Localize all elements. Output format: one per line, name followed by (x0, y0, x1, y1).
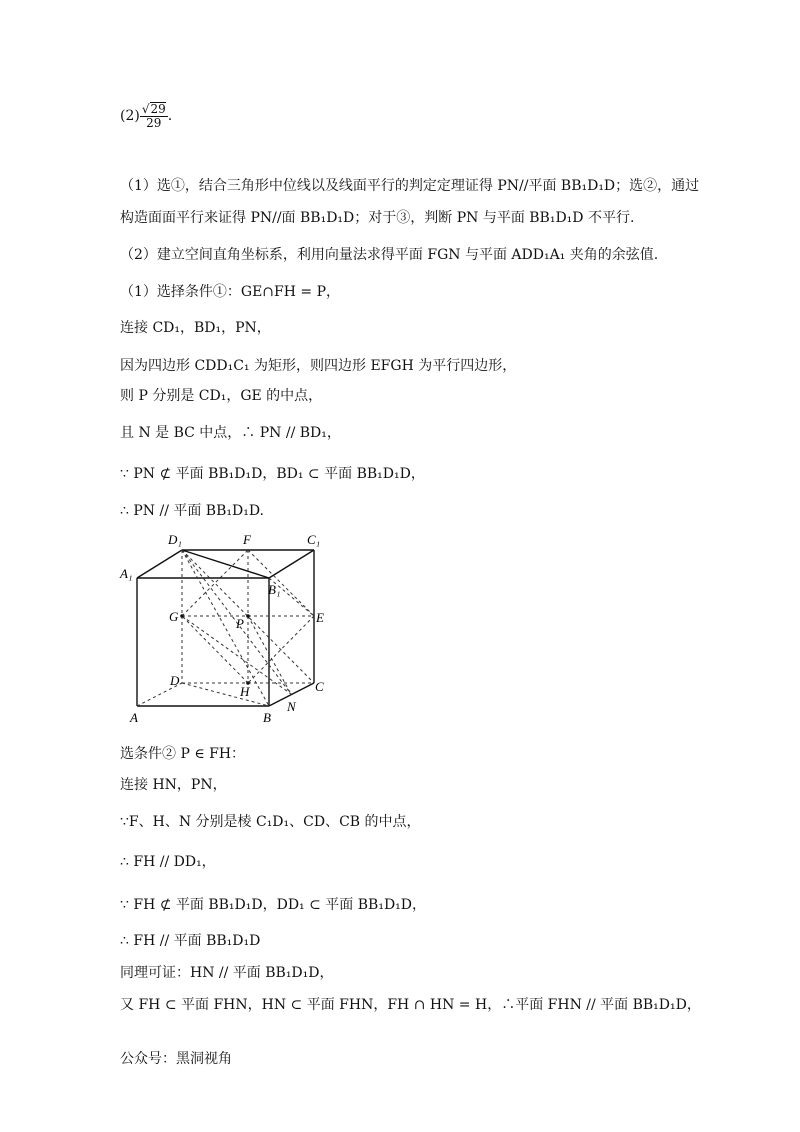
solution-line-2: 连接 CD₁，BD₁，PN， (120, 320, 271, 336)
label-B: B (263, 710, 271, 725)
analysis-p2: （2）建立空间直角坐标系，利用向量法求得平面 FGN 与平面 ADD₁A₁ 夹角的余弦值. (120, 247, 659, 263)
label-F: F (243, 532, 251, 547)
solution2-line-2: 连接 HN，PN， (120, 777, 227, 793)
analysis-p1-line1: （1）选①，结合三角形中位线以及线面平行的判定定理证得 PN//平面 BB₁D₁D；选②，通过 (120, 178, 700, 194)
cuboid-figure (118, 528, 338, 733)
label-A: A (130, 710, 138, 725)
label-D1: D₁ (168, 532, 182, 547)
label-G: G (169, 609, 179, 624)
label-C: C (315, 679, 324, 694)
label-H: H (240, 684, 250, 699)
label-D: D (170, 673, 180, 688)
solution-line-1: （1）选择条件①：GE∩FH = P， (120, 284, 341, 300)
solution-line-3: 因为四边形 CDD₁C₁ 为矩形，则四边形 EFGH 为平行四边形， (120, 358, 517, 374)
label-A1: A₁ (120, 566, 133, 581)
solution2-line-8: 又 FH ⊂ 平面 FHN，HN ⊂ 平面 FHN，FH ∩ HN = H，∴平面 FHN // 平面 BB₁D₁D， (120, 997, 701, 1013)
edge-D1B1 (182, 550, 269, 578)
footer-text: 公众号：黑洞视角 (120, 1051, 232, 1067)
segment-DB (182, 683, 269, 706)
segment-FE (248, 550, 314, 616)
fraction-numerator: 29 (150, 102, 166, 116)
solution-line-5: 且 N 是 BC 中点，∴ PN // BD₁， (120, 425, 341, 441)
solution2-line-1: 选条件② P ∈ FH： (120, 746, 246, 762)
label-B1: B₁ (268, 582, 281, 597)
answer-fraction: $\frac{√29}{29}$ (141, 102, 166, 130)
answer-line (120, 102, 172, 130)
solution-line-4: 则 P 分别是 CD₁，GE 的中点， (120, 388, 323, 404)
solution2-line-5: ∵ FH ⊄ 平面 BB₁D₁D，DD₁ ⊂ 平面 BB₁D₁D， (120, 897, 427, 913)
edge-A1D1 (137, 550, 182, 578)
point-G (180, 614, 184, 618)
answer-prefix: (2) (120, 108, 140, 124)
label-P: P (236, 616, 244, 631)
solution2-line-7: 同理可证：HN // 平面 BB₁D₁D， (120, 965, 334, 981)
dashed-lines (137, 550, 314, 706)
solution2-line-3: ∵F、H、N 分别是棱 C₁D₁、CD、CB 的中点， (120, 814, 421, 830)
analysis-p1-line2: 构造面面平行来证得 PN//面 BB₁D₁D；对于③，判断 PN 与平面 BB₁D₁D 不平行. (120, 210, 635, 226)
solution2-line-4: ∴ FH // DD₁， (120, 854, 216, 870)
solution-line-6: ∵ PN ⊄ 平面 BB₁D₁D，BD₁ ⊂ 平面 BB₁D₁D， (120, 466, 425, 482)
label-N: N (287, 699, 296, 714)
solution-line-7: ∴ PN // 平面 BB₁D₁D. (120, 503, 265, 519)
point-P (246, 614, 250, 618)
label-C1: C₁ (307, 532, 321, 547)
fraction-denominator: 29 (146, 116, 162, 130)
edge-B1C1 (269, 550, 314, 578)
answer-suffix: . (167, 108, 173, 124)
solution2-line-6: ∴ FH // 平面 BB₁D₁D (120, 933, 261, 949)
label-E: E (316, 610, 324, 625)
